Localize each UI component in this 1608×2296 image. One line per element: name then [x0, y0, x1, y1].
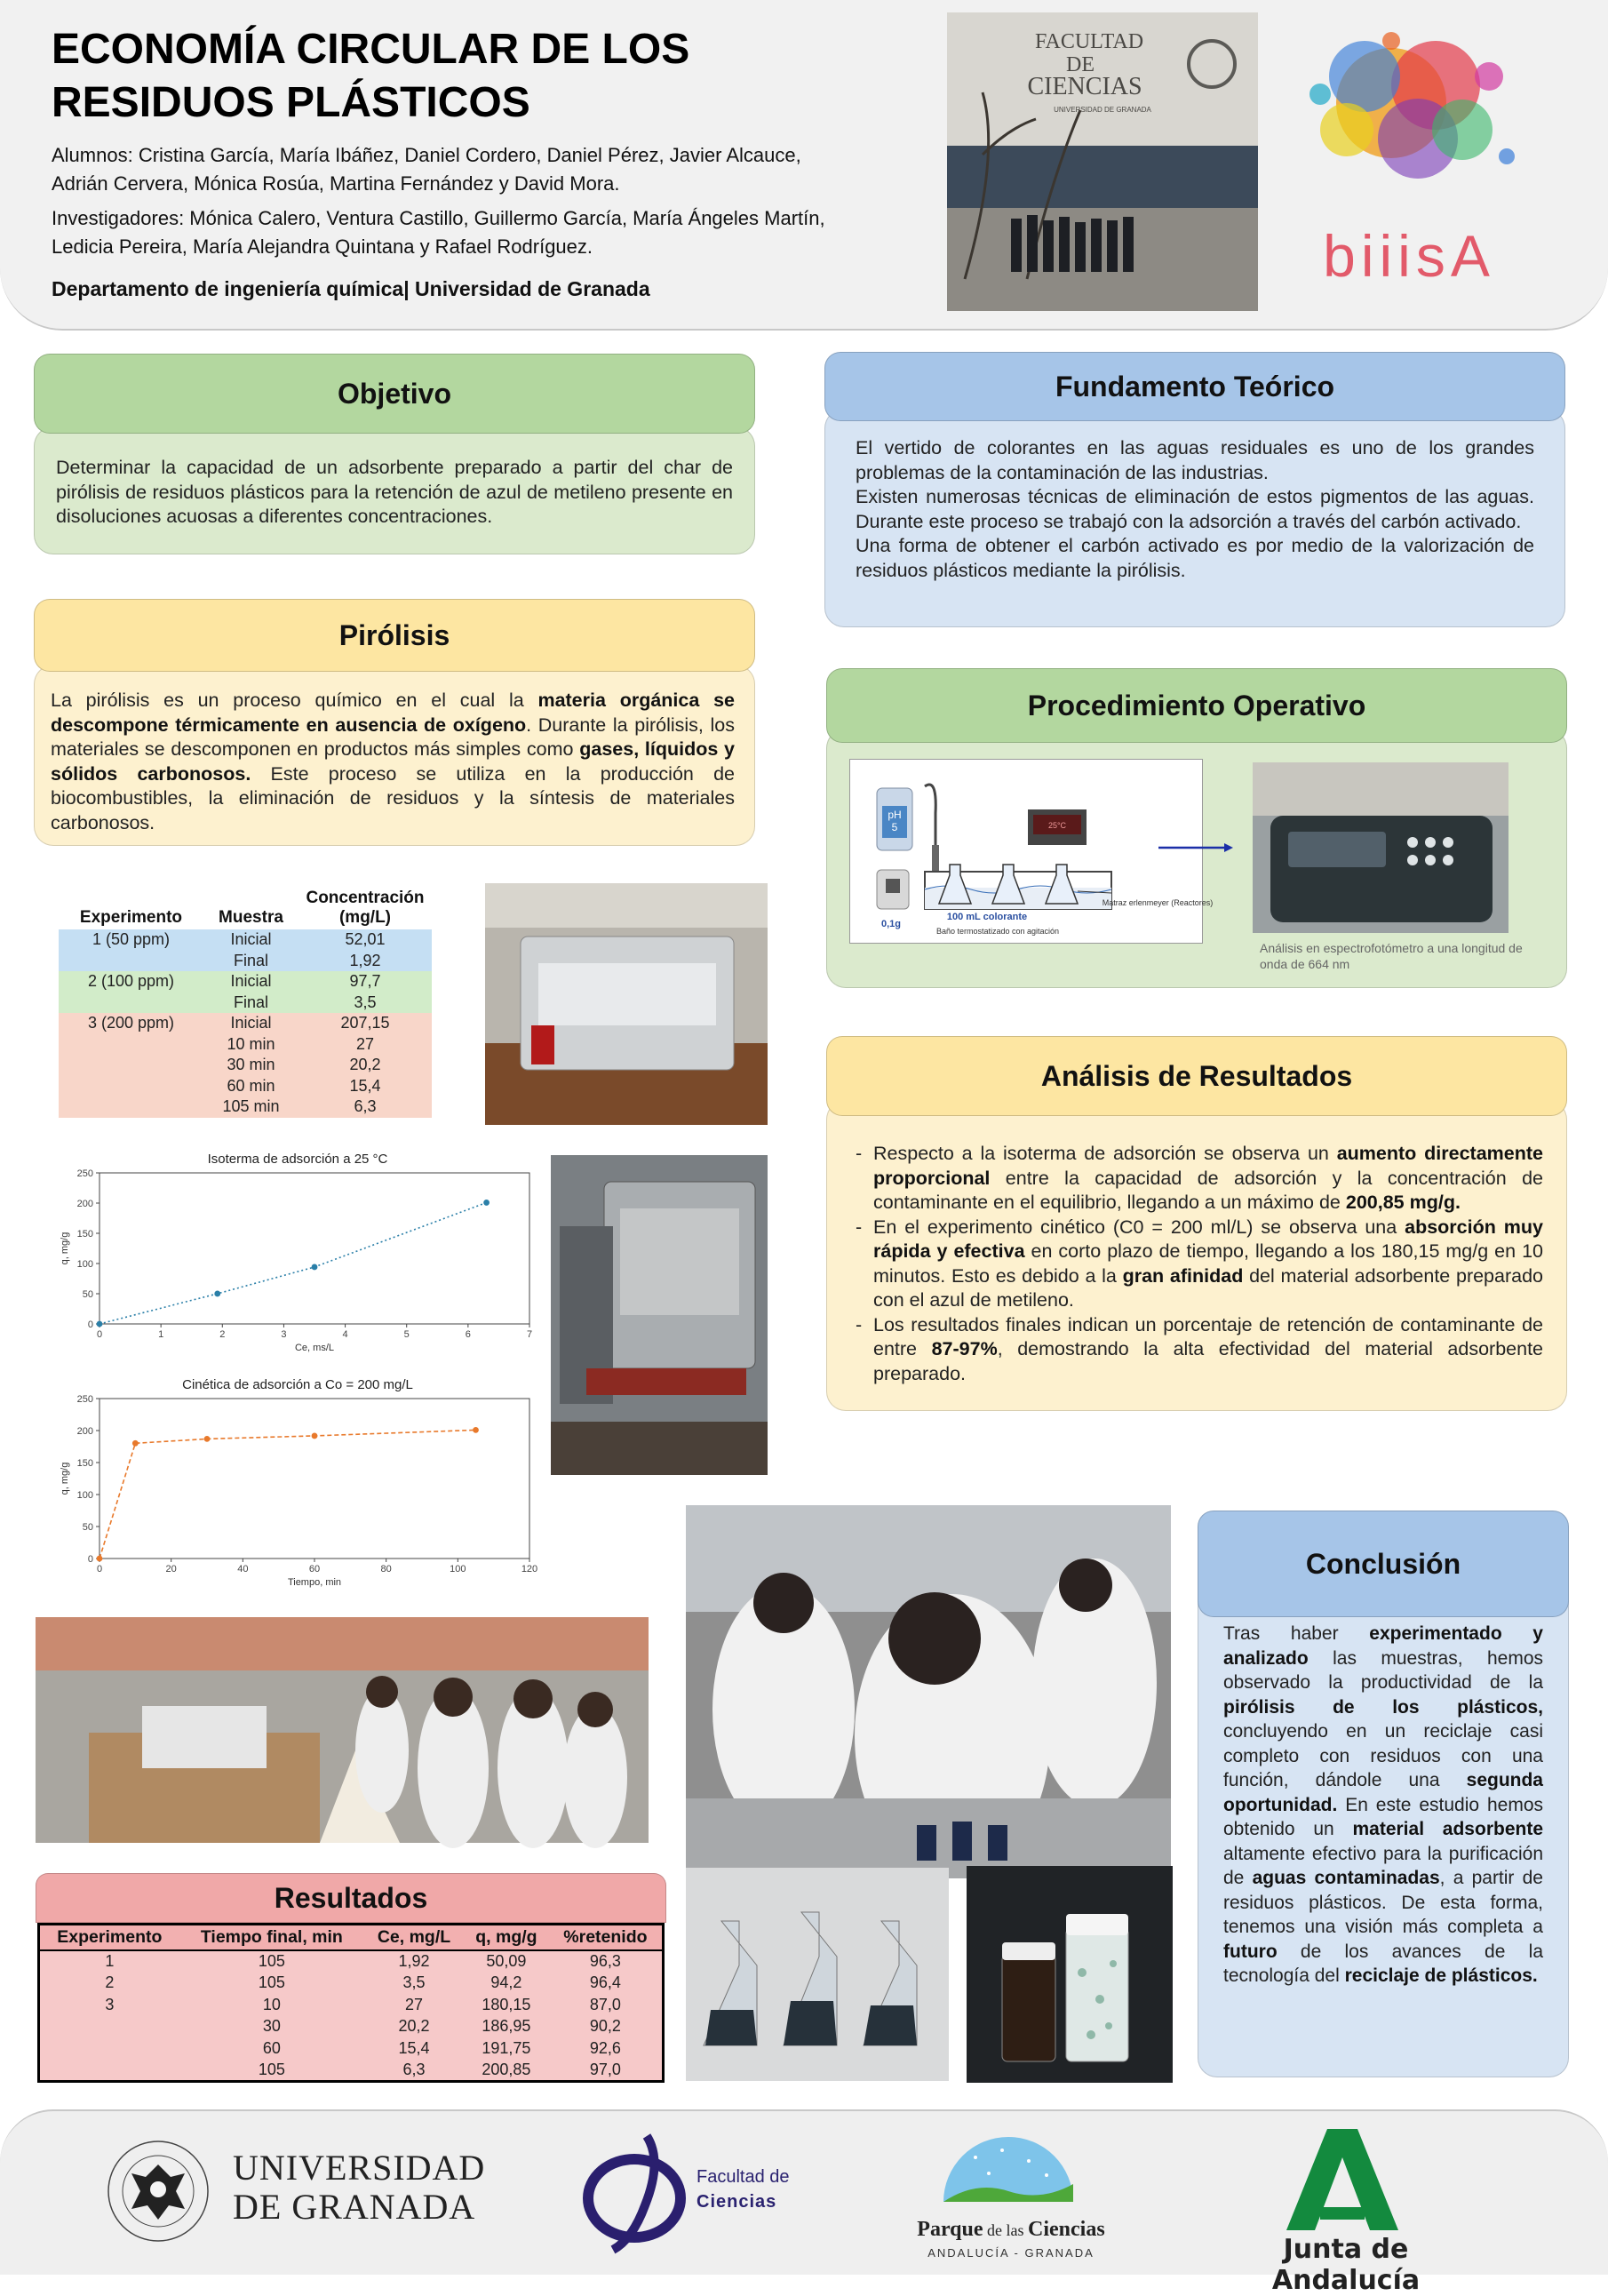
table-row: 3 (200 ppm) Inicial 207,15	[59, 1013, 432, 1034]
x-tick-label: 0	[96, 1564, 103, 1575]
fc-line-2: Ciencias	[697, 2192, 777, 2212]
data-point	[97, 1321, 103, 1327]
spectrophotometer-caption: Análisis en espectrofotómetro a una longitud de onda de 664 nm	[1260, 941, 1523, 971]
x-tick-label: 60	[308, 1564, 321, 1575]
resultados-header	[36, 1873, 666, 1923]
building-sign-line-1: FACULTAD	[1034, 30, 1144, 53]
x-axis-label: Ce, ms/L	[294, 1343, 335, 1353]
students-experiment-photo	[686, 1505, 1171, 1878]
diagram-temperature: 25°C	[1047, 821, 1067, 830]
pirolisis-text-1: La pirólisis es un proceso químico en el cual la	[51, 690, 538, 711]
parque-ciencias-sub: ANDALUCÍA - GRANADA	[927, 2246, 1095, 2260]
procedimiento-header	[826, 668, 1567, 743]
objetivo-header	[34, 354, 755, 434]
plot-frame	[100, 1399, 529, 1559]
y-axis-label: q, mg/g	[60, 1232, 70, 1265]
students-line-2: Adrián Cervera, Mónica Rosúa, Martina Fernández y David Mora.	[52, 172, 620, 195]
facultad-ciencias-icon	[577, 2125, 693, 2259]
students-line-1: Alumnos: Cristina García, María Ibáñez, Daniel Cordero, Daniel Pérez, Javier Alcauce,	[52, 144, 801, 166]
diagram-ph-label: pH	[888, 809, 902, 821]
data-point	[132, 1440, 139, 1447]
pirolisis-header	[34, 599, 755, 672]
sample-vials-photo	[967, 1866, 1173, 2083]
ugr-line-1: UNIVERSIDAD	[233, 2148, 486, 2188]
table-row: 1 (50 ppm) Inicial 52,01	[59, 929, 432, 951]
x-tick-label: 3	[281, 1329, 287, 1340]
table-row: 2 (100 ppm) Inicial 97,7	[59, 971, 432, 993]
exp-col-muestra: Muestra	[203, 887, 299, 929]
kinetics-chart-title: Cinética de adsorción a Co = 200 mg/L	[182, 1377, 413, 1392]
plot-frame	[100, 1173, 529, 1324]
conclusion-title: Conclusión	[1305, 1547, 1461, 1580]
y-tick-label: 150	[76, 1229, 93, 1240]
oven-photo	[551, 1155, 768, 1475]
res-col-retenido: %retenido	[549, 1925, 664, 1951]
analisis-list	[852, 1142, 1543, 1386]
fundamento-body	[824, 409, 1565, 627]
data-point	[97, 1556, 103, 1562]
objetivo-text: Determinar la capacidad de un adsorbente preparado a partir del char de pirólisis de residuos plásticos para la retención de azul de metileno presente en disoluciones acuosas a diferentes concentraciones.	[56, 457, 733, 527]
pirolisis-bold-2: gases, líquidos y sólidos carbonosos.	[51, 738, 736, 785]
diagram-mass: 0,1g	[880, 919, 902, 929]
poster-title	[52, 23, 851, 130]
building-sign-line-4: UNIVERSIDAD DE GRANADA	[1054, 106, 1151, 114]
y-tick-label: 100	[76, 1490, 93, 1501]
pirolisis-bold-1: materia orgánica se descompone térmicamente en ausencia de oxígeno	[51, 690, 735, 736]
conclusion-header	[1198, 1511, 1569, 1617]
thermostatic-bath-photo	[485, 883, 768, 1125]
resultados-title: Resultados	[274, 1881, 428, 1914]
analisis-title: Análisis de Resultados	[1040, 1059, 1353, 1092]
table-row: 10 min 27	[59, 1034, 432, 1056]
table-row: 60 15,4 191,75 92,6	[39, 2037, 664, 2060]
res-col-tiempo: Tiempo final, min	[179, 1925, 364, 1951]
biiisa-logo	[1285, 23, 1533, 290]
x-tick-label: 20	[165, 1564, 177, 1575]
res-col-ce: Ce, mg/L	[364, 1925, 464, 1951]
researchers-line-2: Ledicia Pereira, María Alejandra Quintana y Rafael Rodríguez.	[52, 235, 593, 258]
table-row: 1 105 1,92 50,09 96,3	[39, 1950, 664, 1973]
title-line-1: ECONOMÍA CIRCULAR DE LOS	[52, 26, 690, 73]
experiment-table	[59, 887, 432, 1118]
pirolisis-text-3: Este proceso se utiliza en la producción de biocombustibles, la eliminación de residuos y la síntesis de materiales carbonosos.	[51, 762, 736, 833]
diagram-volume: 100 mL colorante	[946, 912, 1028, 922]
table-row: 105 6,3 200,85 97,0	[39, 2060, 664, 2082]
exp-col-experimento: Experimento	[59, 887, 203, 929]
kinetics-chart-svg	[53, 1377, 542, 1596]
resultados-table	[37, 1923, 665, 2083]
objetivo-body	[34, 427, 755, 554]
procedimiento-title: Procedimiento Operativo	[1027, 689, 1366, 721]
x-tick-label: 5	[403, 1329, 410, 1340]
objetivo-title: Objetivo	[337, 377, 451, 410]
biiisa-logo-text: biiisA	[1323, 223, 1495, 289]
x-tick-label: 2	[219, 1329, 226, 1340]
fundamento-p2: Existen numerosas técnicas de eliminación de estos pigmentos de las aguas. Durante este proceso se trabajó con la adsorción a través del carbón activado.	[856, 486, 1534, 532]
kinetics-chart	[53, 1377, 542, 1596]
parque-ciencias-name: Parque de las Ciencias	[917, 2218, 1105, 2241]
erlenmeyer-flasks-photo	[686, 1868, 949, 2081]
y-tick-label: 150	[76, 1458, 93, 1469]
students-lab-photo	[36, 1617, 649, 1843]
pirolisis-text-2: . Durante la pirólisis, los materiales se descomponen en productos más simples como	[51, 714, 735, 760]
analisis-item-3: - Los resultados finales indican un porcentaje de retención de contaminante de entre 87-97%, demostrando la alta efectividad del material adsorbente preparado.	[852, 1313, 1543, 1387]
spectrophotometer-photo	[1253, 762, 1508, 933]
y-tick-label: 250	[76, 1168, 93, 1179]
diagram-bath: Baño termostatizado con agitación	[935, 927, 1060, 936]
isotherm-chart-svg	[53, 1152, 542, 1361]
analisis-item-1: - Respecto a la isoterma de adsorción se observa un aumento directamente proporcional entre la capacidad de adsorción y la concentración de contaminante en el equilibrio, llegando a un máximo de 200,85 mg/g.	[852, 1142, 1543, 1216]
arrow-icon	[1155, 846, 1235, 849]
diagram-ph-value: 5	[891, 821, 898, 833]
parque-ciencias-icon	[940, 2131, 1077, 2216]
table-row: 105 min 6,3	[59, 1096, 432, 1118]
data-point	[473, 1427, 479, 1433]
data-point	[312, 1264, 318, 1271]
table-row: Final 1,92	[59, 951, 432, 972]
table-row: 60 min 15,4	[59, 1076, 432, 1097]
fundamento-p3: Una forma de obtener el carbón activado es por medio de la valorización de residuos plásticos mediante la pirólisis.	[856, 535, 1534, 581]
x-tick-label: 120	[521, 1564, 538, 1575]
analisis-item-2: - En el experimento cinético (C0 = 200 ml/L) se observa una absorción muy rápida y efectiva en corto plazo de tiempo, llegando a los 180,15 mg/g en 10 minutos. Esto es debido a la gran afinidad del material adsorbente preparado con el azul de metileno.	[852, 1216, 1543, 1313]
procedure-diagram	[849, 759, 1214, 944]
res-col-experimento: Experimento	[39, 1925, 179, 1951]
fc-line-1: Facultad de	[697, 2167, 790, 2187]
x-tick-label: 40	[237, 1564, 249, 1575]
data-point	[204, 1436, 211, 1442]
data-point	[312, 1433, 318, 1439]
y-tick-label: 0	[87, 1319, 93, 1330]
fundamento-header	[824, 352, 1565, 421]
x-tick-label: 0	[96, 1329, 103, 1340]
table-row: 2 105 3,5 94,2 96,4	[39, 1973, 664, 1995]
y-tick-label: 200	[76, 1199, 93, 1209]
fundamento-title: Fundamento Teórico	[1055, 370, 1335, 403]
researchers-line-1: Investigadores: Mónica Calero, Ventura Castillo, Guillermo García, María Ángeles Martín,	[52, 207, 825, 229]
ugr-line-2: DE GRANADA	[233, 2187, 476, 2227]
faculty-building-photo	[947, 12, 1258, 311]
exp-col-concentracion: Concentración (mg/L)	[299, 887, 432, 929]
x-tick-label: 100	[450, 1564, 466, 1575]
y-tick-label: 50	[82, 1289, 93, 1300]
y-axis-label: q, mg/g	[60, 1462, 70, 1495]
table-row: 30 min 20,2	[59, 1055, 432, 1076]
fundamento-p1: El vertido de colorantes en las aguas residuales es uno de los grandes problemas de la contaminación de las industrias.	[856, 437, 1534, 483]
x-tick-label: 6	[465, 1329, 471, 1340]
junta-andalucia-icon	[1285, 2125, 1400, 2234]
facultad-ciencias-logo-text	[697, 2164, 790, 2214]
title-line-2: RESIDUOS PLÁSTICOS	[52, 79, 530, 126]
table-row: Final 3,5	[59, 993, 432, 1014]
res-col-q: q, mg/g	[464, 1925, 549, 1951]
x-tick-label: 4	[342, 1329, 348, 1340]
table-row: 3 10 27 180,15 87,0	[39, 1994, 664, 2016]
isotherm-chart	[53, 1152, 542, 1361]
ugr-seal-icon	[105, 2133, 211, 2250]
x-tick-label: 7	[526, 1329, 533, 1340]
analisis-body	[826, 1100, 1567, 1411]
diagram-flask: Matraz erlenmeyer (Reactores)	[1102, 898, 1214, 907]
data-point	[214, 1291, 220, 1297]
pirolisis-title: Pirólisis	[338, 618, 450, 651]
junta-andalucia-name: Junta de Andalucía	[1271, 2234, 1421, 2296]
building-sign-line-2: DE	[1066, 53, 1095, 76]
y-tick-label: 50	[82, 1522, 93, 1533]
y-tick-label: 0	[87, 1554, 93, 1565]
x-tick-label: 80	[380, 1564, 392, 1575]
y-tick-label: 100	[76, 1259, 93, 1270]
table-row: 30 20,2 186,95 90,2	[39, 2016, 664, 2038]
y-tick-label: 250	[76, 1394, 93, 1405]
y-tick-label: 200	[76, 1426, 93, 1437]
department-label: Departamento de ingeniería química| Universidad de Granada	[52, 277, 650, 300]
ugr-logo-text	[233, 2149, 485, 2227]
x-tick-label: 1	[158, 1329, 164, 1340]
pirolisis-body	[34, 665, 755, 846]
analisis-header	[826, 1036, 1567, 1116]
data-point	[483, 1200, 490, 1206]
conclusion-body: Tras haber experimentado y analizado las muestras, hemos observado la productividad de la pirólisis de los plásticos, concluyendo en un reciclaje casi completo con residuos con una función, dándole una segunda oportunidad. En este estudio hemos obtenido un material adsorbente altamente efectivo para la purificación de aguas contaminadas, a partir de residuos plásticos. De esta forma, tenemos una visión más completa a futuro de los avances de la tecnología del reciclaje de plásticos.	[1198, 1582, 1569, 2077]
isotherm-chart-title: Isoterma de adsorción a 25 °C	[207, 1152, 388, 1167]
building-sign-line-3: CIENCIAS	[1027, 73, 1142, 100]
x-axis-label: Tiempo, min	[287, 1577, 342, 1588]
